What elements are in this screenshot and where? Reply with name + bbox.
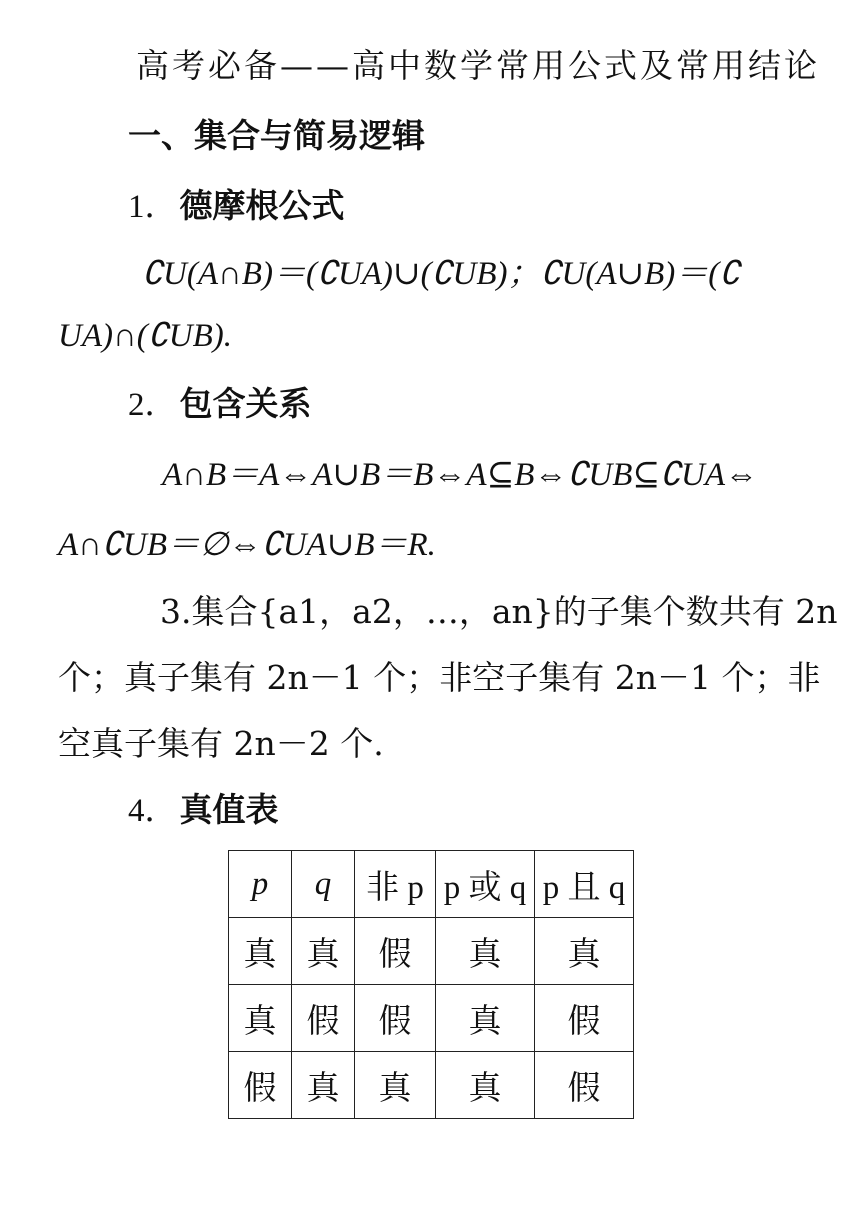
item-number: 1． xyxy=(128,189,178,225)
item-number: 4． xyxy=(128,793,178,829)
table-cell: 假 xyxy=(535,1052,634,1119)
table-row xyxy=(229,1052,634,1119)
table-cell: 真 xyxy=(535,918,634,985)
item-heading-truth-table xyxy=(128,784,279,831)
table-header-row xyxy=(229,851,634,918)
table-row xyxy=(229,985,634,1052)
table-cell: 假 xyxy=(355,985,436,1052)
item-heading-inclusion xyxy=(128,378,312,425)
table-cell: 真 xyxy=(355,1052,436,1119)
inclusion-formula-line-1 xyxy=(162,448,758,495)
inclusion-formula-line-2 xyxy=(58,518,436,565)
table-cell: 真 xyxy=(292,1052,355,1119)
subset-count-line-1: 3.集合{a1，a2，…，an}的子集个数共有 2n xyxy=(160,592,838,631)
table-header-cell: p 且 q xyxy=(535,851,634,918)
item-title: 真值表 xyxy=(179,790,279,829)
subset-count-line-2: 个；真子集有 2n－1 个；非空子集有 2n－1 个；非 xyxy=(58,658,821,697)
table-cell: 真 xyxy=(436,1052,535,1119)
section-heading: 一、集合与简易逻辑 xyxy=(128,116,425,155)
table-header-cell: p xyxy=(229,851,292,918)
formula-text: A∩∁UB＝∅⇔∁UA∪B＝R. xyxy=(58,527,436,563)
table-cell: 假 xyxy=(535,985,634,1052)
formula-text: UA)∩(∁UB). xyxy=(58,318,233,354)
truth-table xyxy=(228,850,634,1119)
table-cell: 真 xyxy=(229,918,292,985)
item-title: 德摩根公式 xyxy=(179,186,345,225)
page-title: 高考必备——高中数学常用公式及常用结论 xyxy=(136,46,820,85)
item-title: 包含关系 xyxy=(179,384,312,423)
demorgan-formula-line-1 xyxy=(142,247,740,294)
item-number: 2． xyxy=(128,387,178,423)
table-row xyxy=(229,918,634,985)
table-cell: 假 xyxy=(292,985,355,1052)
table-header-cell: 非 p xyxy=(355,851,436,918)
subset-count-line-3: 空真子集有 2n－2 个. xyxy=(58,724,384,763)
table-cell: 真 xyxy=(229,985,292,1052)
table-header-cell: p 或 q xyxy=(436,851,535,918)
table-cell: 真 xyxy=(436,918,535,985)
item-heading-demorgan xyxy=(128,180,345,227)
table-cell: 真 xyxy=(292,918,355,985)
formula-text: A∩B＝A⇔A∪B＝B⇔A⊆B⇔∁UB⊆∁UA⇔ xyxy=(162,457,759,493)
table-cell: 假 xyxy=(229,1052,292,1119)
table-cell: 假 xyxy=(355,918,436,985)
demorgan-formula-line-2 xyxy=(58,315,232,355)
table-cell: 真 xyxy=(436,985,535,1052)
formula-text: ∁U(A∩B)＝(∁UA)∪(∁UB)；∁U(A∪B)＝(∁ xyxy=(142,256,741,292)
table-header-cell: q xyxy=(292,851,355,918)
